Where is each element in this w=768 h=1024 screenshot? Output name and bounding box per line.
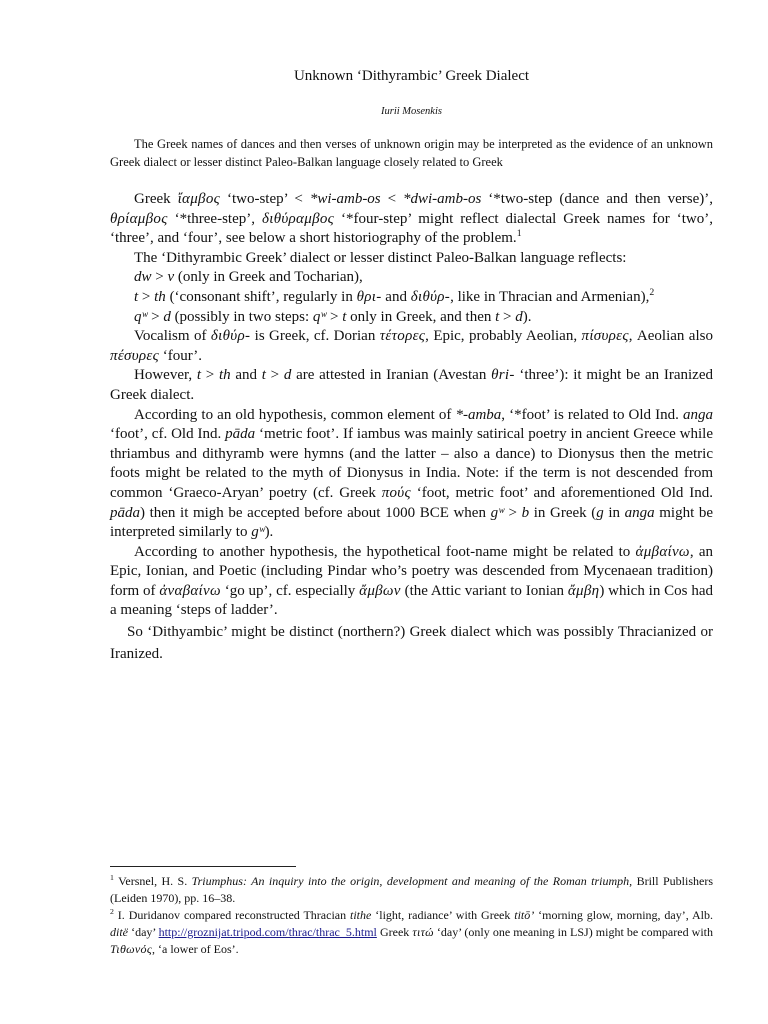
- greek-term: τιτώ: [412, 925, 434, 939]
- phoneme: gʷ: [490, 504, 504, 521]
- greek-term: πίσυρες: [581, 328, 629, 345]
- text-run: ‘*four-step’ might reflect dialectal Greek names for ‘two’, ‘three’, and ‘four’, see below a short historiography of the problem.: [110, 210, 713, 247]
- text-run: ‘go up’, cf. especially: [220, 582, 360, 599]
- text-run: , an Epic, Ionian, and Poetic (including Pindar who’s poetry was descended from Mycenaean tradition) form of: [110, 543, 713, 599]
- footnote-1: [110, 873, 713, 907]
- phoneme: b: [521, 504, 530, 521]
- phoneme: t: [261, 367, 266, 384]
- text-run: According to an old hypothesis, common element of: [134, 406, 456, 423]
- text-run: According to another hypothesis, the hypothetical foot-name might be related to: [134, 543, 636, 560]
- greek-term: ἴαμβος: [177, 191, 221, 207]
- phoneme: t: [495, 308, 500, 325]
- text-run: , Aeolian also: [628, 328, 713, 345]
- sanskrit-term: pāda: [110, 504, 140, 521]
- greek-term: ἀμβαίνω: [635, 543, 690, 560]
- greek-term: ἄμβων: [359, 582, 401, 599]
- text-run: Vocalism of: [134, 328, 211, 345]
- text-run: Greek: [376, 925, 413, 939]
- footnote-ref-2[interactable]: 2: [649, 286, 655, 298]
- greek-term: πούς: [381, 484, 411, 501]
- reference-link[interactable]: http://groznijat.tripod.com/thrac/thrac_5.html: [158, 925, 377, 939]
- text-run: in Greek (: [529, 504, 597, 521]
- reconstructed-form: *wi-amb-os: [309, 191, 381, 207]
- paragraph-9: [110, 543, 713, 621]
- footnote-ref-1[interactable]: 1: [516, 228, 522, 240]
- text-run: , like in Thracian and Armenian),: [450, 288, 650, 305]
- greek-term: titō’: [514, 908, 535, 922]
- phoneme: t: [196, 367, 202, 384]
- text-run: are attested in Iranian (Avestan: [291, 367, 492, 384]
- text-run: , Epic, probably Aeolian,: [425, 328, 582, 345]
- albanian-term: ditë: [110, 925, 128, 939]
- text-run: ) which in Cos had a meaning ‘steps of ladder’.: [110, 582, 713, 619]
- text-run: ‘day’: [128, 925, 159, 939]
- paragraph-3: [110, 268, 713, 288]
- text-run: >: [499, 308, 516, 325]
- author-name: Iurii Mosenkis: [381, 106, 442, 117]
- phoneme: d: [515, 308, 523, 325]
- phoneme: qʷ: [134, 308, 148, 325]
- abstract: The Greek names of dances and then verses of unknown origin may be interpreted as the evidence of an unknown Greek dialect or lesser distinct Paleo-Balkan language closely related to Greek: [110, 137, 713, 169]
- greek-term: διθύρ-: [410, 288, 451, 305]
- paragraph-10: So ‘Dithyambic’ might be distinct (northern?) Greek dialect which was possibly Thracianized or Iranized.: [110, 624, 713, 663]
- text-run: >: [326, 308, 343, 325]
- text-run: ‘day’ (only one meaning in LSJ) might be compared with: [433, 925, 713, 939]
- text-run: ) then it migh be accepted before about 1000 BCE when: [140, 504, 491, 521]
- sanskrit-term: anga: [683, 406, 713, 423]
- text-run: ‘morning glow, morning, day’, Alb.: [534, 908, 713, 922]
- text-run: (only in Greek and Tocharian),: [174, 269, 363, 286]
- phoneme: dw: [134, 269, 152, 286]
- footnotes: [110, 873, 713, 958]
- footnote-2: [110, 907, 713, 958]
- phoneme: th: [218, 367, 231, 384]
- paper-title: Unknown ‘Dithyrambic’ Greek Dialect: [293, 68, 530, 84]
- paragraph-2: The ‘Dithyrambic Greek’ dialect or lesser distinct Paleo-Balkan language reflects:: [134, 249, 627, 266]
- text-run: (the Attic variant to Ionian: [400, 582, 568, 599]
- greek-term: διθύραμβος: [261, 210, 335, 227]
- sanskrit-term: anga: [624, 504, 655, 521]
- text-run: ‘metric foot’. If iambus was mainly satirical poetry in ancient Greece while thriambus and dithyramb were hymns (and the latter – also a dance) to Dionysus then the metric foots might be related to the myth of Dionysus in India. Note: if the term is not descended from common ‘Graeco-Aryan’ poetry (cf. Greek: [110, 426, 713, 501]
- text-run: >: [503, 504, 522, 521]
- text-run: <: [380, 191, 403, 207]
- greek-term: διθύρ-: [210, 328, 251, 345]
- paragraph-1: [110, 190, 713, 249]
- text-run: >: [201, 367, 219, 384]
- text-run: ‘*three-step’,: [167, 210, 262, 227]
- text-run: >: [138, 288, 155, 305]
- text-run: , ‘a lower of Eos’.: [152, 942, 239, 956]
- phoneme: d: [163, 308, 171, 325]
- text-run: ).: [522, 308, 532, 325]
- paragraph-8: [110, 406, 713, 543]
- footnote-number: 1: [110, 873, 114, 882]
- greek-term: θρι-: [356, 288, 382, 305]
- text-run: and: [230, 367, 262, 384]
- text-run: ).: [264, 524, 274, 541]
- greek-term: τέτορες: [379, 328, 426, 345]
- paragraph-5: [110, 308, 713, 328]
- book-title: Triumphus: An inquiry into the origin, development and meaning of the Roman triumph,: [191, 874, 633, 888]
- greek-term: ἀναβαίνω: [159, 582, 221, 599]
- text-run: ‘foot, metric foot’ and aforementioned Old Ind.: [410, 484, 713, 501]
- phoneme: th: [154, 288, 166, 305]
- text-run: and: [381, 288, 411, 305]
- text-run: Greek: [134, 191, 178, 207]
- text-run: ‘four’.: [159, 347, 203, 364]
- text-run: might be interpreted similarly to: [110, 504, 713, 541]
- text-run: However,: [134, 367, 197, 384]
- footnote-divider: [110, 866, 296, 867]
- text-run: is Greek, cf. Dorian: [250, 328, 380, 345]
- text-run: I. Duridanov compared reconstructed Thracian: [113, 908, 351, 922]
- text-run: (‘consonant shift’, regularly in: [165, 288, 357, 305]
- text-run: ‘*two-step (dance and then verse)’,: [481, 191, 713, 207]
- paragraph-4: [110, 288, 713, 308]
- greek-term: Τιθωνός: [110, 942, 153, 956]
- phoneme: v: [167, 269, 175, 286]
- greek-term: πέσυρες: [110, 347, 160, 364]
- text-run: ‘two-step’ <: [220, 191, 310, 207]
- phoneme: t: [342, 308, 347, 325]
- paragraph-7: [110, 366, 713, 405]
- reconstructed-form: *-amba: [455, 406, 502, 423]
- text-run: Versnel, H. S.: [113, 874, 192, 888]
- phoneme: d: [283, 367, 292, 384]
- text-run: , ‘*foot’ is related to Old Ind.: [501, 406, 683, 423]
- text-run: ‘three’): it might be an Iranized Greek dialect.: [110, 367, 713, 403]
- body-text: [110, 190, 713, 665]
- text-run: >: [151, 269, 168, 286]
- reconstructed-form: *dwi-amb-os: [402, 191, 482, 207]
- avestan-term: θri-: [491, 367, 515, 384]
- phoneme: t: [134, 288, 139, 305]
- phoneme: g: [596, 504, 604, 521]
- text-run: in: [603, 504, 625, 521]
- paragraph-6: [110, 327, 713, 366]
- phoneme: qʷ: [312, 308, 327, 325]
- text-run: >: [265, 367, 284, 384]
- text-run: only in Greek, and then: [346, 308, 496, 325]
- text-run: ‘light, radiance’ with Greek: [371, 908, 515, 922]
- text-run: >: [147, 308, 164, 325]
- text-run: (possibly in two steps:: [170, 308, 313, 325]
- greek-term: θρίαμβος: [110, 210, 168, 227]
- phoneme: gʷ: [251, 524, 265, 541]
- greek-term: ἄμβη: [567, 582, 600, 599]
- footnote-number: 2: [110, 907, 114, 916]
- text-run: ‘foot’, cf. Old Ind.: [110, 426, 226, 443]
- thracian-term: tithe: [350, 908, 372, 922]
- text-run: Brill Publishers (Leiden 1970), pp. 16–38.: [110, 874, 713, 905]
- sanskrit-term: pāda: [225, 426, 256, 443]
